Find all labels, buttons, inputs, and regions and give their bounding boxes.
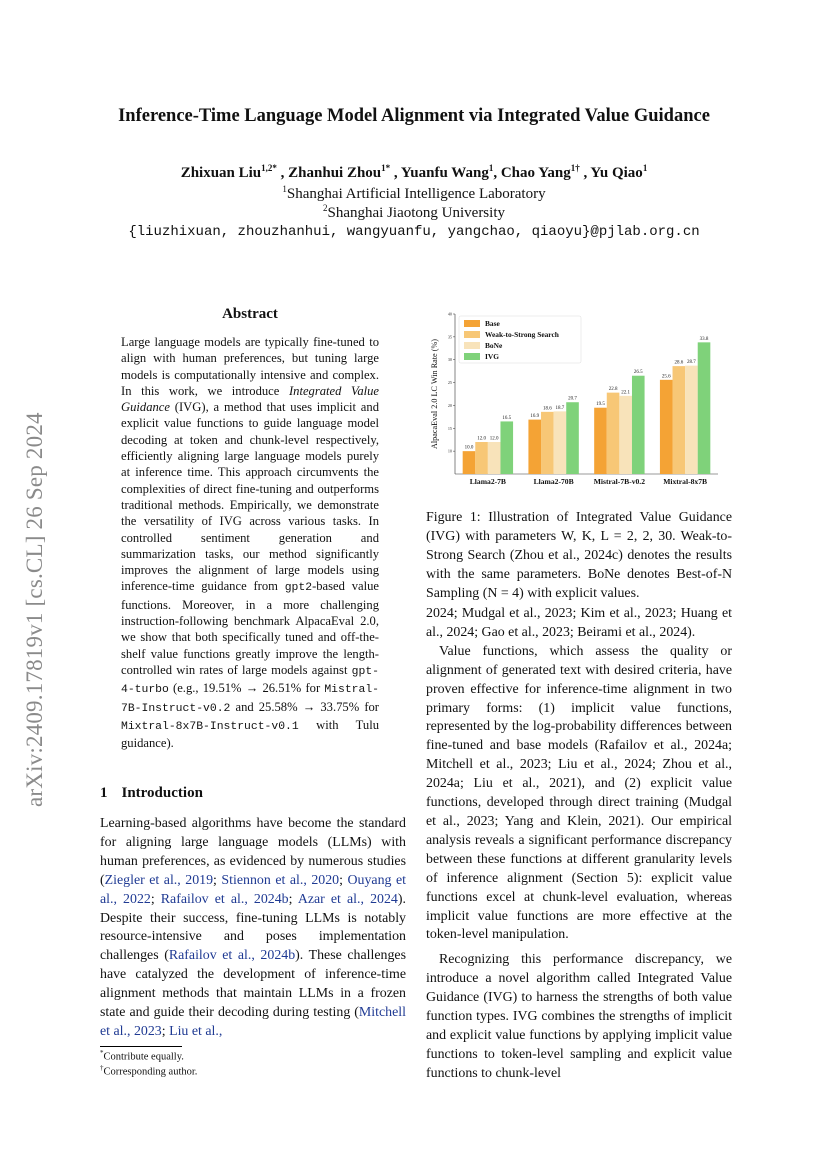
affiliation-mark: 1 bbox=[282, 184, 287, 194]
legend-swatch bbox=[464, 320, 480, 327]
abstract-body bbox=[121, 334, 379, 751]
affiliation-mark: 2 bbox=[323, 203, 328, 213]
bar-value-label: 25.6 bbox=[661, 374, 671, 380]
bar-value-label: 20.7 bbox=[568, 396, 577, 402]
bar bbox=[475, 442, 488, 474]
footnote-divider bbox=[100, 1046, 182, 1047]
x-category-label: Mixtral-8x7B bbox=[663, 477, 708, 486]
legend-swatch bbox=[464, 353, 480, 360]
bar bbox=[632, 376, 645, 474]
section-number: 1 bbox=[100, 785, 108, 801]
x-category-label: Mistral-7B-v0.2 bbox=[593, 477, 645, 486]
bar-value-label: 22.1 bbox=[621, 390, 631, 396]
bar bbox=[488, 442, 501, 474]
section-title: Introduction bbox=[121, 785, 203, 801]
y-tick-label: 20 bbox=[447, 402, 452, 408]
bar-value-label: 22.8 bbox=[608, 387, 618, 393]
author-name[interactable]: Chao Yang bbox=[500, 165, 571, 181]
author-list: Zhixuan Liu$^{1,2*}$ , Zhanhui Zhou$^{1*}$ , Yuanfu Wang$^1$, Chao Yang$^{1\dagger}$ , Yu Qiao$^1$ bbox=[180, 163, 648, 181]
y-tick-label: 40 bbox=[447, 311, 452, 317]
bar-value-label: 12.0 bbox=[489, 436, 499, 442]
body-text: ; bbox=[213, 872, 222, 888]
bar-value-label: 28.7 bbox=[687, 360, 696, 366]
footnote-mark: † bbox=[100, 1064, 104, 1072]
bar bbox=[607, 393, 620, 474]
author-affiliation-mark: 1 bbox=[642, 163, 648, 173]
y-axis-title: AlpacaEval 2.0 LC Win Rate (%) bbox=[430, 338, 439, 450]
affiliation-1 bbox=[0, 184, 828, 203]
bar-value-label: 18.6 bbox=[542, 406, 552, 412]
x-category-label: Llama2-70B bbox=[533, 477, 574, 486]
y-tick-label: 10 bbox=[447, 448, 452, 454]
legend-label: Weak-to-Strong Search bbox=[485, 330, 559, 339]
body-text: Learning-based algorithms have become the standard for aligning large language models (LLMs) with human preferences, as evidenced by numerous studies ( bbox=[100, 816, 406, 888]
abstract-text: (e.g., 19.51% → 26.51% for bbox=[168, 681, 325, 696]
footnote-mark: * bbox=[100, 1049, 104, 1057]
bar-value-label: 16.5 bbox=[502, 415, 512, 421]
body-paragraph-continuation: 2024; Mudgal et al., 2023; Kim et al., 2023; Huang et al., 2024; Gao et al., 2023; Beirami et al., 2024). bbox=[426, 606, 732, 640]
abstract-heading: Abstract bbox=[222, 306, 278, 322]
body-text: ; bbox=[339, 872, 348, 888]
author-affiliation-mark: 1* bbox=[381, 163, 391, 173]
bar bbox=[685, 366, 698, 474]
bar bbox=[673, 366, 686, 474]
bar bbox=[500, 421, 513, 474]
affiliation-text: Shanghai Artificial Intelligence Laboratory bbox=[286, 186, 546, 202]
body-text: ; bbox=[288, 891, 298, 907]
bar bbox=[554, 411, 567, 474]
affiliation-2 bbox=[0, 203, 828, 222]
bar bbox=[619, 396, 632, 474]
abstract-text: with Tulu guidance). bbox=[121, 717, 379, 751]
affiliation-text: Shanghai Jiaotong University bbox=[327, 205, 505, 221]
citation-link[interactable]: Rafailov et al., 2024b bbox=[168, 948, 296, 964]
citation-link[interactable]: Ouyang et al., 2022 bbox=[100, 872, 406, 907]
bar bbox=[541, 412, 554, 474]
author-affiliation-mark: 1 bbox=[488, 163, 494, 173]
citation-link[interactable]: Liu et al., bbox=[169, 1023, 223, 1039]
section-heading-introduction bbox=[100, 785, 203, 802]
bar bbox=[528, 420, 541, 474]
abstract-text: and 25.58% → 33.75% for bbox=[230, 699, 379, 714]
y-tick-label: 15 bbox=[447, 425, 452, 431]
author-affiliation-mark: 1† bbox=[570, 163, 580, 173]
legend-swatch bbox=[464, 342, 480, 349]
author-name[interactable]: Yu Qiao bbox=[590, 165, 643, 181]
body-paragraph: Recognizing this performance discrepancy, we introduce a novel algorithm called Integrated Value Guidance (IVG) to harness the strengths of both value function types. IVG combines the strengths of implicit and explicit value functions by applying implicit value functions to token-level sampling and explicit value functions to chunk-level bbox=[426, 952, 732, 1081]
y-tick-label: 35 bbox=[447, 334, 452, 340]
footnote-text: Corresponding author. bbox=[103, 1066, 198, 1078]
bar-value-label: 26.5 bbox=[633, 370, 643, 376]
body-text: ; bbox=[150, 891, 161, 907]
citation-link[interactable]: Azar et al., 2024 bbox=[297, 891, 398, 907]
abstract-text: (IVG), a method that uses implicit and explicit value functions to guide language model decoding at token and chunk-level respectively, efficiently aligning large language models purely at inference time. This approach circumvents the complexities of direct fine-tuning and outperforms traditional methods. Empirically, we demonstrate the versatility of IVG across various tasks. In controlled sentiment generation and summarization tasks, our method significantly improves the alignment of large models using inference-time guidance from bbox=[121, 400, 379, 594]
bar-value-label: 12.0 bbox=[477, 436, 486, 442]
footnote-text: Contribute equally. bbox=[103, 1051, 184, 1063]
y-tick-label: 30 bbox=[447, 357, 452, 363]
body-text: ). These challenges have catalyzed the development of inference-time alignment methods that maintain LLMs in a frozen state and guide their decoding during testing ( bbox=[100, 948, 406, 1021]
bar bbox=[594, 408, 607, 474]
x-category-label: Llama2-7B bbox=[469, 477, 507, 486]
citation-link[interactable]: Ziegler et al., 2019 bbox=[104, 872, 214, 888]
bar bbox=[698, 342, 711, 474]
body-paragraph: Value functions, which assess the quality or alignment of generated text with desired criteria, have proven effective for inference-time alignment in two primary forms: (1) implicit value functions, represented by the log-probability differences between fine-tuned and base models (Rafailov et al., 2024a; Mitchell et al., 2023; Liu et al., 2024; Zhou et al., 2024a; Liu et al., 2021), and (2) explicit value functions, developed through direct training (Mudgal et al., 2023; Yang and Klein, 2021). Our empirical analysis reveals a significant performance discrepancy between these functions at different granularity levels of inference alignment (Section 5): explicit value functions excel at chunk-level evaluation, whereas implicit value functions are more effective at the token-level manipulation. bbox=[426, 643, 732, 943]
abstract-code: gpt-4-turbo bbox=[121, 665, 379, 697]
citation-link[interactable]: Mitchell et al., 2023 bbox=[100, 1005, 406, 1039]
bar-chart-svg bbox=[426, 308, 732, 500]
legend-label: IVG bbox=[485, 352, 499, 361]
abstract-code: Mistral-7B-Instruct-v0.2 bbox=[121, 684, 379, 715]
introduction-paragraph bbox=[100, 815, 406, 1042]
legend-label: Base bbox=[485, 319, 500, 328]
author-name[interactable]: Zhixuan Liu bbox=[180, 165, 262, 181]
body-text: ; bbox=[161, 1023, 170, 1039]
legend-swatch bbox=[464, 331, 480, 338]
figure-1-caption: Figure 1: Illustration of Integrated Value Guidance (IVG) with parameters W, K, L = 2, 2, 30. Weak-to-Strong Search (Zhou et al., 2024c) denotes the results with the same parameters. BoNe denotes Best-of-N Sampling (N = 4) with explicit values. bbox=[426, 510, 732, 601]
bar-value-label: 33.8 bbox=[699, 336, 709, 342]
bar bbox=[566, 402, 579, 474]
author-name[interactable]: Zhanhui Zhou bbox=[288, 165, 382, 181]
abstract-text: -based value functions. Moreover, in a more challenging instruction-following benchmark AlpacaEval 2.0, we show that both specifically tuned and off-the-shelf value functions greatly improve the length-controlled win rates of large models against bbox=[121, 579, 379, 677]
bar bbox=[463, 451, 476, 474]
arxiv-identifier: arXiv:2409.17819v1 [cs.CL] 26 Sep 2024 bbox=[22, 412, 47, 808]
author-name[interactable]: Yuanfu Wang bbox=[400, 165, 489, 181]
legend-label: BoNe bbox=[485, 341, 503, 350]
abstract-emphasis: Integrated Value Guidance bbox=[121, 383, 380, 415]
abstract-code: gpt2 bbox=[284, 582, 313, 595]
bar-value-label: 18.7 bbox=[555, 405, 565, 411]
right-column-text bbox=[426, 605, 732, 1084]
citation-link[interactable]: Stiennon et al., 2020 bbox=[221, 872, 340, 888]
bar-value-label: 10.0 bbox=[464, 445, 474, 451]
bar-value-label: 19.5 bbox=[596, 402, 605, 408]
figure-1-chart bbox=[426, 308, 732, 500]
body-text: ). Despite their success, fine-tuning LLMs is notably resource-intensive and poses implementation challenges ( bbox=[100, 891, 406, 964]
bar bbox=[660, 380, 673, 474]
citation-link[interactable]: Rafailov et al., 2024b bbox=[160, 891, 289, 907]
author-emails[interactable]: {liuzhixuan, zhouzhanhui, wangyuanfu, yangchao, qiaoyu}@pjlab.org.cn bbox=[128, 224, 700, 240]
paper-title: Inference-Time Language Model Alignment via Integrated Value Guidance bbox=[118, 106, 710, 126]
bar-value-label: 16.9 bbox=[530, 414, 540, 420]
y-tick-label: 25 bbox=[447, 380, 452, 386]
abstract-text: Large language models are typically fine-tuned to align with human preferences, but tuning large models is computationally intensive and complex. In this work, we introduce bbox=[121, 335, 379, 398]
bar-value-label: 28.6 bbox=[674, 360, 684, 366]
footnote-corresponding-author bbox=[100, 1064, 197, 1078]
author-affiliation-mark: 1,2* bbox=[261, 163, 277, 173]
footnote-equal-contribution bbox=[100, 1049, 184, 1063]
abstract-code: Mixtral-8x7B-Instruct-v0.1 bbox=[121, 720, 299, 733]
